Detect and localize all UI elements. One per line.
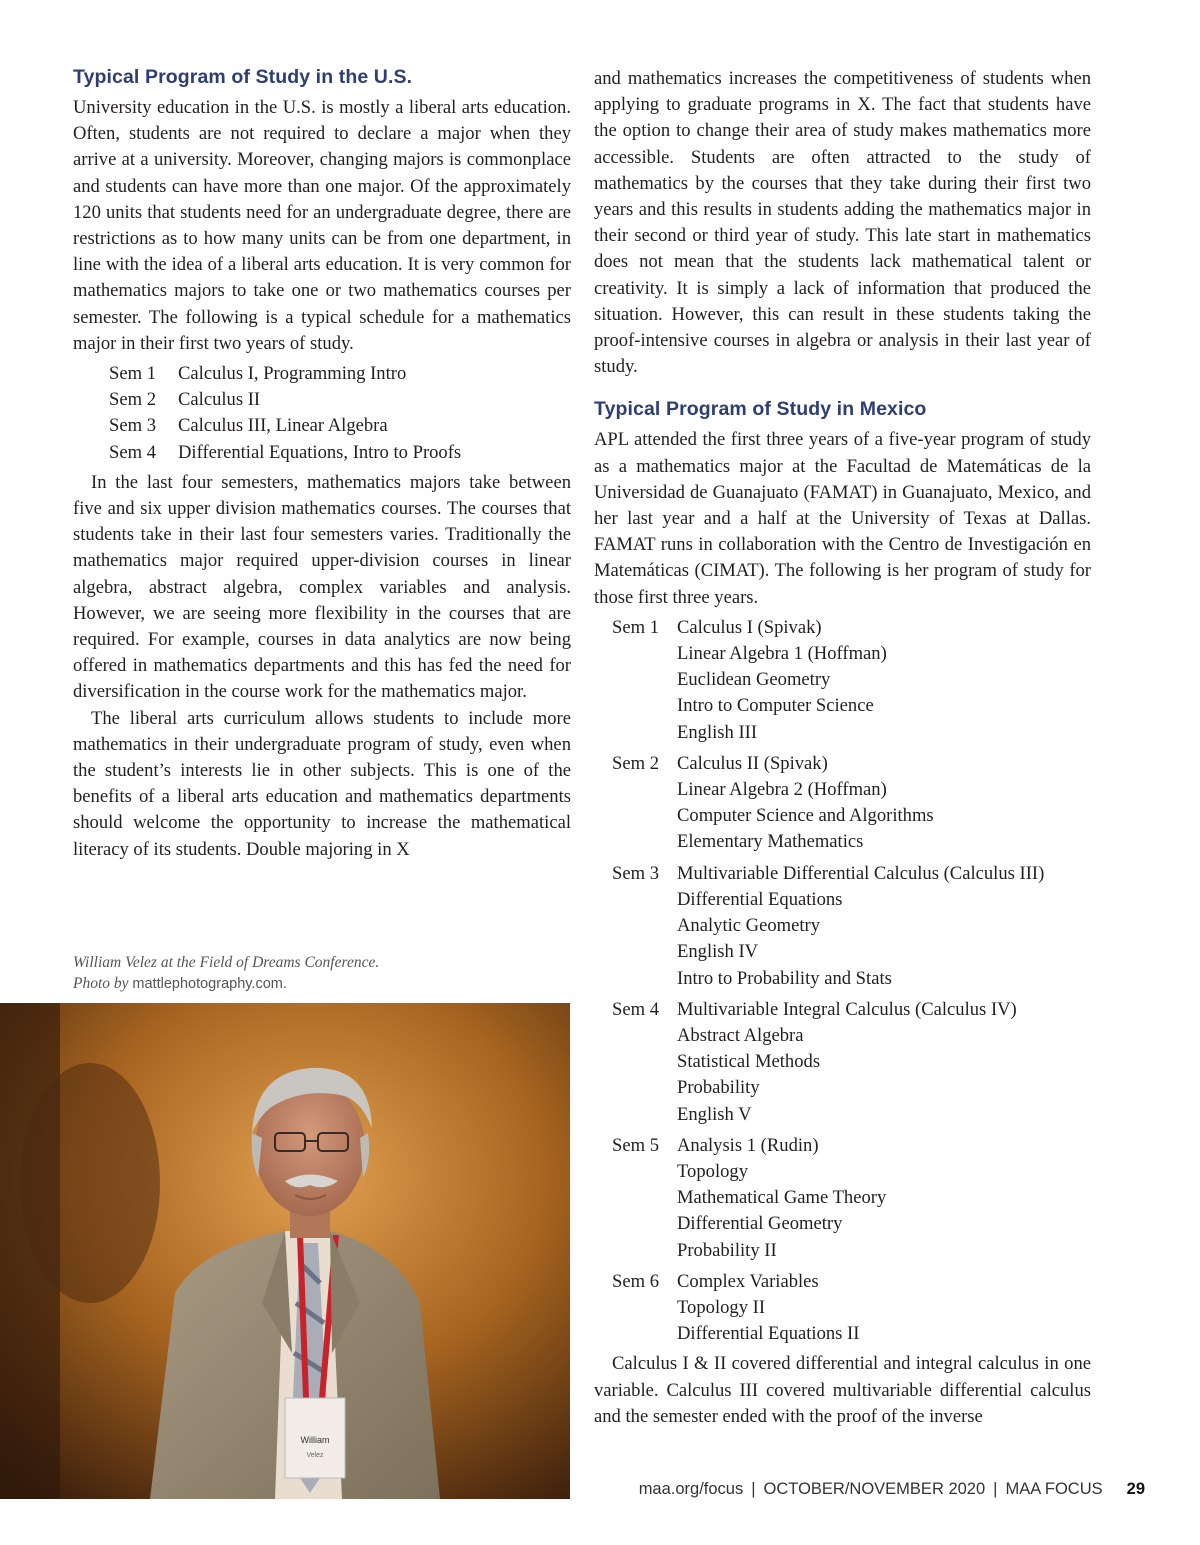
course-item: Euclidean Geometry: [677, 669, 831, 691]
course-item: Abstract Algebra: [677, 1024, 804, 1046]
us-paragraph-1: University education in the U.S. is mostly a liberal arts education. Often, students are not required to declare a major when they arrive at a university. Moreover, changing majors is commonplace and students can have more than one major. Of the approximately 120 units that students need for an undergraduate degree, there are restrictions as to how many units can be from one department, in line with the idea of a liberal arts education. It is very common for mathematics majors to take one or two mathematics courses per semester. The following is a typical schedule for a mathematics major in their first two years of study.: [73, 97, 571, 354]
course-item: Statistical Methods: [677, 1051, 821, 1073]
sem-label: Sem 3: [109, 415, 157, 437]
course-item: Complex Variables: [677, 1270, 819, 1292]
mexico-schedule-row: [612, 615, 1044, 746]
footer-magazine: MAA FOCUS: [1005, 1480, 1103, 1498]
us-schedule-row: [109, 440, 461, 466]
us-schedule-row: [109, 413, 461, 439]
sem-courses: Calculus II: [178, 389, 261, 411]
course-item: Topology: [677, 1160, 749, 1182]
sem-label: Sem 4: [109, 441, 157, 463]
sem-label: Sem 4: [612, 998, 660, 1020]
sem-label: Sem 3: [612, 862, 660, 884]
right-column: [594, 66, 1091, 1430]
course-item: Intro to Computer Science: [677, 695, 874, 717]
right-paragraph-1: and mathematics increases the competitiveness of students when applying to graduate programs in X. The fact that students have the option to change their area of study makes mathematics more accessible. Students are often attracted to the study of mathematics by the courses that they take during their first two years and this results in students adding the mathematics major in their second or third year of study. This late start in mathematics does not mean that the students lack mathematical talent or creativity. It is simply a lack of information that produced the situation. However, this can result in these students taking the proof-intensive courses in algebra or analysis in their last year of study.: [594, 68, 1091, 378]
badge-sub: Velez: [306, 1452, 324, 1459]
mexico-schedule-row: [612, 1264, 1044, 1348]
course-item: Calculus II (Spivak): [677, 752, 828, 774]
course-item: Analytic Geometry: [677, 915, 821, 937]
sem-courses: [677, 1264, 1044, 1348]
us-section-heading: Typical Program of Study in the U.S.: [73, 66, 413, 88]
course-item: Elementary Mathematics: [677, 831, 864, 853]
course-item: English IV: [677, 941, 759, 963]
caption-photo-by: Photo by: [73, 975, 129, 992]
sem-label: Sem 2: [612, 752, 660, 774]
mexico-schedule-table: [612, 615, 1044, 1347]
sem-courses: [677, 746, 1044, 856]
course-item: Linear Algebra 1 (Hoffman): [677, 643, 887, 665]
sem-label: Sem 2: [109, 389, 157, 411]
badge-name: William: [300, 1435, 330, 1445]
speaker-photo: [0, 1003, 570, 1499]
course-item: English V: [677, 1103, 752, 1125]
sem-courses: Differential Equations, Intro to Proofs: [178, 441, 462, 463]
footer-site-link[interactable]: maa.org/focus: [638, 1480, 744, 1498]
sem-courses: Calculus III, Linear Algebra: [178, 415, 388, 437]
course-item: Topology II: [677, 1296, 766, 1318]
caption-credit-line: [73, 973, 553, 995]
course-item: Linear Algebra 2 (Hoffman): [677, 779, 887, 801]
course-item: Multivariable Integral Calculus (Calculus IV): [677, 998, 1017, 1020]
footer-divider: |: [751, 1480, 756, 1498]
sem-courses: [677, 992, 1044, 1128]
footer-divider: |: [993, 1480, 998, 1498]
sem-label: Sem 6: [612, 1270, 660, 1292]
page-number: 29: [1126, 1480, 1145, 1498]
mexico-paragraph-2: Calculus I & II covered differential and integral calculus in one variable. Calculus III covered multivariable differential calculus and the semester ended with the proof of the inverse: [594, 1353, 1091, 1427]
course-item: Analysis 1 (Rudin): [677, 1134, 819, 1156]
left-column: [73, 66, 571, 863]
course-item: English III: [677, 721, 758, 743]
course-item: Probability II: [677, 1239, 777, 1261]
course-item: Differential Geometry: [677, 1213, 843, 1235]
caption-credit-link[interactable]: mattlephotography.com.: [132, 976, 287, 992]
mexico-section-heading: Typical Program of Study in Mexico: [594, 398, 927, 421]
course-item: Intro to Probability and Stats: [677, 967, 892, 989]
page-footer: [560, 1480, 1145, 1499]
sem-label: Sem 1: [612, 616, 660, 638]
mexico-schedule-row: [612, 746, 1044, 856]
mexico-schedule-row: [612, 856, 1044, 992]
course-item: Calculus I (Spivak): [677, 616, 822, 638]
sem-label: Sem 5: [612, 1134, 660, 1156]
course-item: Differential Equations: [677, 888, 843, 910]
course-item: Mathematical Game Theory: [677, 1187, 887, 1209]
sem-courses: [677, 615, 1044, 746]
course-item: Probability: [677, 1077, 760, 1099]
sem-courses: [677, 856, 1044, 992]
us-schedule-row: [109, 387, 461, 413]
us-schedule-row: [109, 361, 461, 387]
footer-issue: OCTOBER/NOVEMBER 2020: [763, 1480, 986, 1498]
course-item: Differential Equations II: [677, 1323, 860, 1345]
speaker-photo-illustration: [0, 1003, 570, 1499]
photo-caption: [73, 952, 553, 995]
sem-courses: Calculus I, Programming Intro: [178, 363, 407, 385]
mexico-paragraph-1: APL attended the first three years of a five-year program of study as a mathematics major at the Facultad de Matemáticas de la Universidad de Guanajuato (FAMAT) in Guanajuato, Mexico, and her last year and a half at the University of Texas at Dallas. FAMAT runs in collaboration with the Centro de Investigación en Matemáticas (CIMAT). The following is her program of study for those first three years.: [594, 429, 1091, 608]
course-item: Multivariable Differential Calculus (Calculus III): [677, 862, 1045, 884]
caption-line: William Velez at the Field of Dreams Conference.: [73, 954, 380, 971]
us-paragraph-2: In the last four semesters, mathematics majors take between five and six upper division mathematics courses. The courses that students take in their last four semesters varies. Traditionally the mathematics major required upper-division courses in linear algebra, abstract algebra, complex variables and analysis. However, we are seeing more flexibility in the courses that are required. For example, courses in data analytics are now being offered in mathematics departments and this has fed the need for diversification in the course work for the mathematics major.: [73, 471, 571, 703]
course-item: Computer Science and Algorithms: [677, 805, 934, 827]
mexico-schedule-row: [612, 1128, 1044, 1264]
mexico-schedule-row: [612, 992, 1044, 1128]
us-schedule-table: [109, 361, 461, 466]
us-paragraph-3: The liberal arts curriculum allows students to include more mathematics in their undergraduate program of study, even when the student’s interests lie in other subjects. This is one of the benefits of a liberal arts education and mathematics departments should welcome the opportunity to increase the mathematical literacy of its students. Double majoring in X: [73, 707, 571, 860]
sem-label: Sem 1: [109, 363, 157, 385]
sem-courses: [677, 1128, 1044, 1264]
